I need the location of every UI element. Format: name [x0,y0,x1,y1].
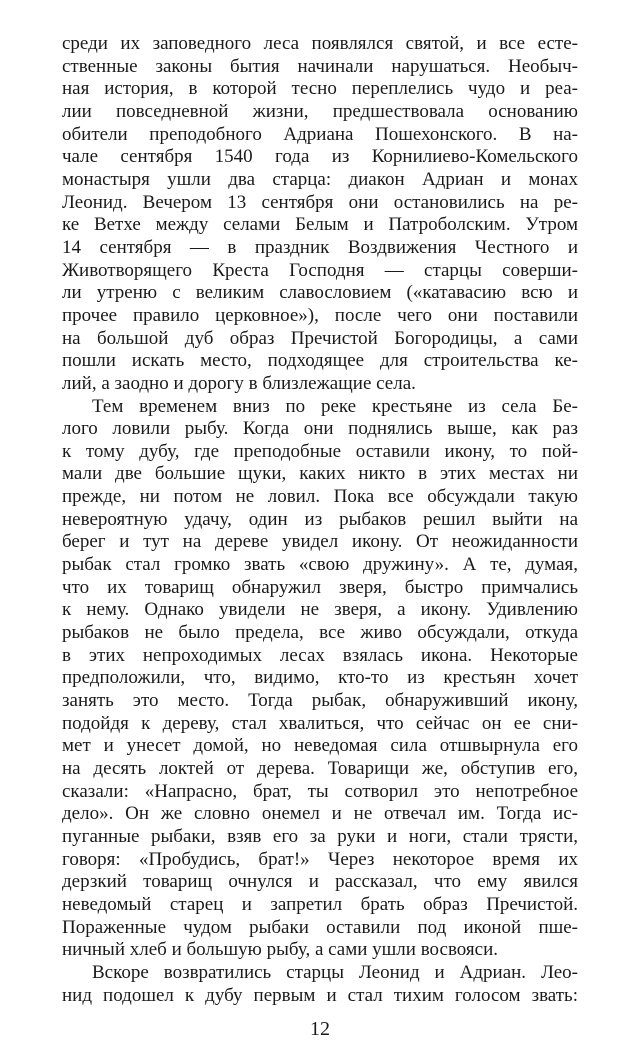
text-line: пошли искать место, подходящее для строительства ке- [62,350,578,372]
text-line: к тому дубу, где преподобные оставили икону, то пой- [62,440,578,462]
text-line: лий, а заодно и дорогу в близлежащие села. [62,372,416,394]
text-line: говоря: «Пробудись, брат!» Через некоторое время их [62,848,578,870]
text-line: предположили, что, видимо, кто-то из крестьян хочет [62,667,578,689]
page-number: 12 [310,1018,330,1041]
text-line: дерзкий товарищ очнулся и рассказал, что ему явился [62,871,578,893]
text-line: обители преподобного Адриана Пошехонского. В на- [62,123,578,145]
text-line: прежде, ни потом не ловил. Пока все обсуждали такую [62,486,578,508]
page [62,33,578,1041]
text-line: нид подошел к дубу первым и стал тихим голосом звать: [62,984,578,1006]
text-line: к нему. Однако увидели не зверя, а икону. Удивлению [62,599,578,621]
text-line: Тем временем вниз по реке крестьяне из села Бе- [92,395,578,417]
text-line: что их товарищ обнаружил зверя, быстро примчались [62,576,578,598]
text-line: Животворящего Креста Господня — старцы соверши- [62,259,578,281]
text-line: Вскоре возвратились старцы Леонид и Адриан. Лео- [92,961,578,983]
text-line: рыбаков не было предела, все живо обсуждали, откуда [62,622,578,644]
text-line: невероятную удачу, один из рыбаков решил выйти на [62,508,578,530]
text-line: на десять локтей от дерева. Товарищи же, обступив его, [62,758,578,779]
text-line: берег и тут на дереве увидел икону. От неожиданности [62,531,578,553]
text-line: ли утреню с великим славословием («катавасию всю и [62,282,578,304]
text-line: ственные законы бытия начинали нарушаться. Необыч- [62,55,578,77]
text-line: ничный хлеб и большую рыбу, а сами ушли восвояси. [62,939,499,961]
text-line: мет и унесет домой, но неведомая сила отшвырнула его [62,735,578,757]
text-line: 14 сентября — в праздник Воздвижения Честного и [62,236,578,258]
text-line: прочее правило церковное»), после чего они поставили [62,304,578,326]
text-line: сказали: «Напрасно, брат, ты сотворил это непотребное [62,780,578,802]
text-line: ке Ветхе между селами Белым и Патроболским. Утром [62,214,578,236]
text-line: Пораженные чудом рыбаки оставили под иконой пше- [62,916,578,938]
text-line: занять это место. Тогда рыбак, обнаруживший икону, [62,690,578,712]
text-line: подойдя к дереву, стал хвалиться, что сейчас он ее сни- [62,712,578,734]
text-line: монастыря ушли два старца: диакон Адриан и монах [62,168,578,190]
text-line: неведомый старец и запретил брать образ Пречистой. [62,893,578,915]
text-line: дело». Он же словно онемел и не отвечал им. Тогда ис- [62,803,578,825]
text-line: Леонид. Вечером 13 сентября они остановились на ре- [62,191,578,213]
text-line: чале сентября 1540 года из Корнилиево-Комельского [62,146,578,168]
text-line: на большой дуб образ Пречистой Богородицы, а сами [62,327,578,349]
text-line: пуганные рыбаки, взяв его за руки и ноги, стали трясти, [62,825,578,847]
text-line: ная история, в которой тесно переплелись чудо и реа- [62,78,578,100]
text-line: лии повседневной жизни, предшествовала основанию [62,100,578,122]
text-line: рыбак стал громко звать «свою дружину». А те, думая, [62,554,578,576]
text-line: в этих непроходимых лесах взялась икона. Некоторые [62,644,578,666]
text-line: среди их заповедного леса появлялся святой, и все есте- [62,33,578,54]
body-text [62,33,578,1007]
text-line: лого ловили рыбу. Когда они поднялись выше, как раз [62,418,578,440]
text-line: мали две большие щуки, каких никто в этих местах ни [62,463,578,485]
